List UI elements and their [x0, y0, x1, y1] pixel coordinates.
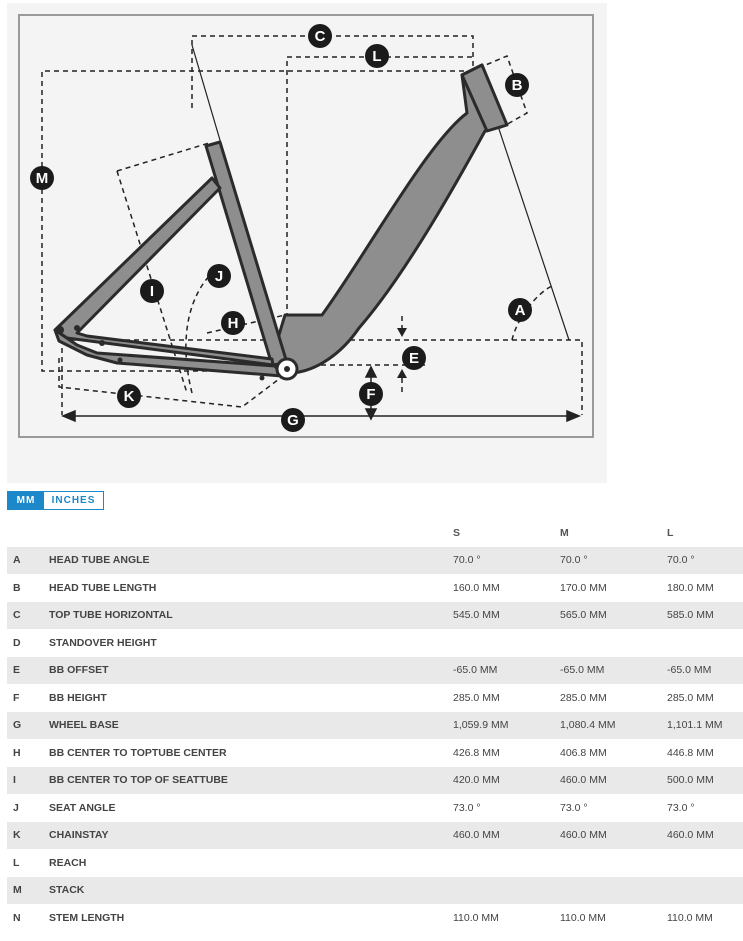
value-m: 406.8 MM — [560, 746, 607, 759]
value-s: 1,059.9 MM — [453, 719, 509, 731]
row-letter: K — [13, 829, 21, 841]
row-label: CHAINSTAY — [49, 829, 109, 841]
svg-text:F: F — [366, 386, 376, 403]
callout-E — [402, 346, 426, 370]
svg-text:H: H — [227, 315, 239, 332]
value-m: 73.0 ° — [560, 801, 588, 814]
value-l: 585.0 MM — [667, 609, 714, 621]
value-s: 160.0 MM — [453, 581, 500, 594]
row-letter: M — [13, 884, 22, 896]
row-letter: B — [13, 581, 21, 594]
row-letter: F — [13, 691, 20, 704]
value-m: 460.0 MM — [560, 829, 607, 841]
size-header-m: M — [560, 527, 569, 539]
value-l: 446.8 MM — [667, 746, 714, 759]
table-row — [7, 657, 743, 685]
value-s: 545.0 MM — [453, 609, 500, 621]
value-l: 1,101.1 MM — [667, 719, 723, 731]
value-s: 110.0 MM — [453, 911, 499, 924]
callout-B — [505, 73, 529, 97]
row-letter: L — [13, 856, 20, 869]
table-row — [7, 712, 743, 740]
value-s: 420.0 MM — [453, 774, 500, 786]
table-row — [7, 547, 743, 575]
value-m: 170.0 MM — [560, 581, 607, 594]
svg-text:A: A — [514, 302, 526, 319]
row-letter: I — [13, 774, 16, 786]
value-m: 70.0 ° — [560, 554, 588, 566]
table-row — [7, 822, 743, 850]
value-s: 70.0 ° — [453, 554, 481, 566]
value-l: 180.0 MM — [667, 581, 714, 594]
table-row — [7, 740, 743, 768]
table-row — [7, 575, 743, 603]
row-label: STACK — [49, 884, 85, 896]
value-l: 73.0 ° — [667, 801, 695, 814]
row-letter: N — [13, 911, 21, 924]
value-l: 460.0 MM — [667, 829, 714, 841]
value-l: 500.0 MM — [667, 774, 714, 786]
callout-H — [221, 311, 245, 335]
value-l: 110.0 MM — [667, 911, 713, 924]
table-row — [7, 877, 743, 905]
size-header-s: S — [453, 527, 461, 539]
callout-J — [207, 264, 231, 288]
table-row — [7, 767, 743, 795]
callout-F — [359, 382, 383, 406]
svg-text:J: J — [214, 268, 224, 285]
svg-text:E: E — [408, 350, 420, 367]
table-row — [7, 630, 743, 658]
value-s: 426.8 MM — [453, 746, 500, 759]
svg-text:C: C — [314, 28, 326, 45]
callout-M — [30, 166, 54, 190]
callout-C — [308, 24, 332, 48]
svg-text:G: G — [287, 412, 299, 429]
row-label: BB OFFSET — [49, 664, 109, 676]
table-header-row — [7, 519, 743, 547]
bottom-bracket-center — [284, 366, 290, 372]
row-letter: E — [13, 664, 21, 676]
geometry-diagram-panel — [7, 3, 607, 483]
unit-toggle — [7, 491, 104, 510]
value-m: 565.0 MM — [560, 609, 607, 621]
svg-text:I: I — [149, 283, 155, 300]
mm-unit-button[interactable]: MM — [8, 492, 44, 509]
value-s: 460.0 MM — [453, 829, 500, 841]
row-letter: C — [13, 609, 21, 621]
row-letter: J — [13, 801, 19, 814]
row-label: STEM LENGTH — [49, 911, 125, 924]
value-m: -65.0 MM — [560, 664, 605, 676]
row-label: SEAT ANGLE — [49, 801, 116, 814]
value-l: 285.0 MM — [667, 691, 714, 704]
inches-unit-button[interactable]: INCHES — [44, 492, 103, 509]
table-row — [7, 850, 743, 878]
row-letter: H — [13, 746, 21, 759]
table-row — [7, 602, 743, 630]
row-label: STANDOVER HEIGHT — [49, 636, 157, 649]
row-label: HEAD TUBE ANGLE — [49, 554, 150, 566]
callout-K — [117, 384, 141, 408]
value-l: -65.0 MM — [667, 664, 712, 676]
svg-text:B: B — [511, 77, 523, 94]
row-label: BB CENTER TO TOPTUBE CENTER — [49, 746, 227, 759]
row-label: HEAD TUBE LENGTH — [49, 581, 157, 594]
value-m: 285.0 MM — [560, 691, 607, 704]
value-s: -65.0 MM — [453, 664, 498, 676]
row-label: BB HEIGHT — [49, 691, 107, 704]
row-letter: G — [13, 719, 22, 731]
row-label: REACH — [49, 856, 87, 869]
svg-text:L: L — [372, 48, 382, 65]
size-header-l: L — [667, 527, 674, 539]
value-m: 110.0 MM — [560, 911, 606, 924]
row-label: BB CENTER TO TOP OF SEATTUBE — [49, 774, 228, 786]
row-label: TOP TUBE HORIZONTAL — [49, 609, 173, 621]
value-s: 285.0 MM — [453, 691, 500, 704]
callout-I — [140, 279, 164, 303]
svg-text:K: K — [123, 388, 135, 405]
value-m: 460.0 MM — [560, 774, 607, 786]
row-letter: D — [13, 636, 21, 649]
row-label: WHEEL BASE — [49, 719, 119, 731]
table-row — [7, 795, 743, 823]
table-body — [7, 547, 743, 932]
callout-A — [508, 298, 532, 322]
row-letter: A — [13, 554, 21, 566]
drawing-border — [19, 15, 593, 437]
svg-text:M: M — [35, 170, 49, 187]
frame-geometry-diagram — [7, 3, 607, 483]
callout-L — [365, 44, 389, 68]
value-s: 73.0 ° — [453, 801, 481, 814]
callout-G — [281, 408, 305, 432]
table-row — [7, 905, 743, 933]
value-l: 70.0 ° — [667, 554, 695, 566]
value-m: 1,080.4 MM — [560, 719, 616, 731]
geometry-table — [7, 519, 743, 932]
table-row — [7, 685, 743, 713]
